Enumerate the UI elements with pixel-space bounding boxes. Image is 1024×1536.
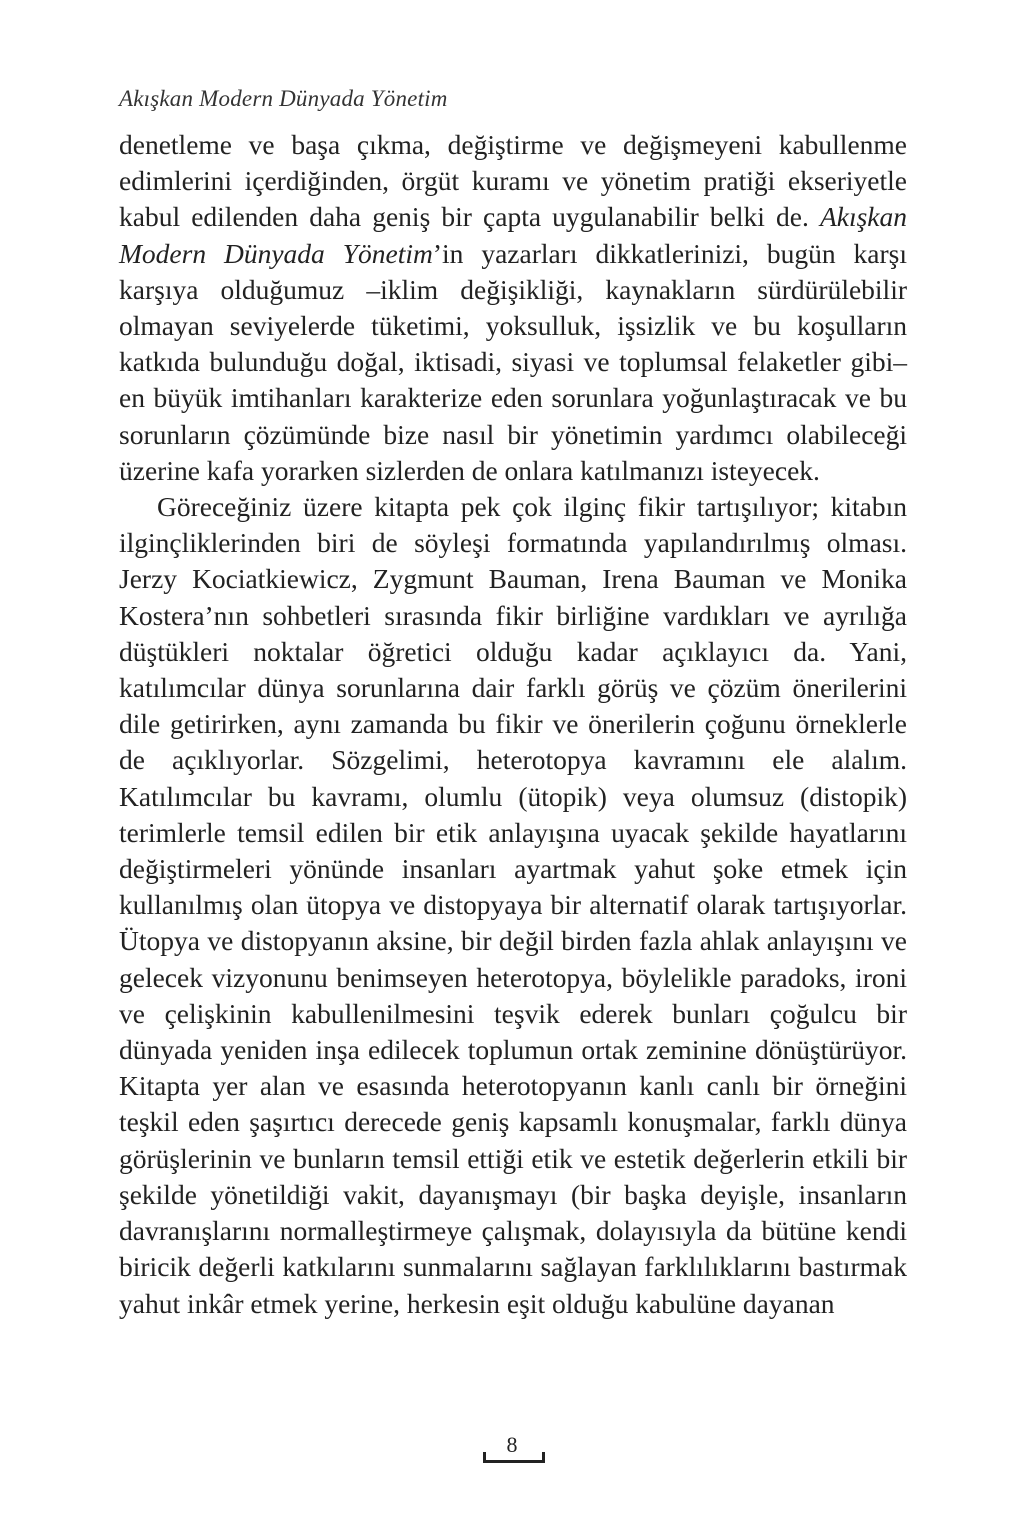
folio xyxy=(0,1432,1024,1460)
body-text xyxy=(119,127,907,1322)
paragraph-2: Göreceğiniz üzere kitapta pek çok ilginç fikir tartışılıyor; kitabın ilginçliklerinden biri de söyleşi formatında yapılandırılmış olması. Jerzy Kociatkiewicz, Zygmunt Bauman, Irena Bauman ve Monika Kostera’nın sohbetleri sırasında fikir birliğine vardıkları ve ayrılığa düştükleri noktalar öğretici olduğu kadar açıklayıcı da. Yani, katılımcılar dünya sorunlarına dair farklı görüş ve çözüm önerilerini dile getirirken, aynı zamanda bu fikir ve önerilerin çoğunu örneklerle de açıklıyorlar. Sözgelimi, heterotopya kavramını ele alalım. Katılımcılar bu kavramı, olumlu (ütopik) veya olumsuz (distopik) terimlerle temsil edilen bir etik anlayışına uyacak şekilde hayatlarını değiştirmeleri yönünde insanları ayartmak yahut şoke etmek için kullanılmış olan ütopya ve distopyaya bir alternatif olarak tartışıyorlar. Ütopya ve distopyanın aksine, bir değil birden fazla ahlak anlayışını ve gelecek vizyonunu benimseyen heterotopya, böylelikle paradoks, ironi ve çelişkinin kabullenilmesini teşvik ederek bunları çoğulcu bir dünyada yeniden inşa edilecek toplumun ortak zeminine dönüştürüyor. Kitapta yer alan ve esasında heterotopyanın kanlı canlı bir örneğini teşkil eden şaşırtıcı derecede geniş kapsamlı konuşmalar, farklı dünya görüşlerinin ve bunların temsil ettiği etik ve estetik değerlerin etkili bir şekilde yönetildiği vakit, dayanışmayı (bir başka deyişle, insanların davranışlarını normalleştirmeye çalışmak, dolayısıyla da bütüne kendi biricik değerli katkılarını sunmalarını sağlayan farklılıklarını bastırmak yahut inkâr etmek yerine, herkesin eşit olduğu kabulüne dayanan xyxy=(119,491,907,1319)
book-title-italic: Akışkan Modern Dünyada Yönetim xyxy=(119,201,907,269)
folio-rule-right-tick xyxy=(542,1452,545,1463)
paragraph-1-part-2: ’in yazarları dikkatlerinizi, bugün karşı karşıya olduğumuz –iklim değişikliği, kaynakların sürdürülebilir olmayan seviyelerde tüketimi, yoksulluk, işsizlik ve bu koşulların katkıda bulunduğu doğal, iktisadi, siyasi ve toplumsal felaketler gibi– en büyük imtihanları karakterize eden sorunlara yoğunlaştıracak ve bu sorunların çözümünde bize nasıl bir yönetimin yardımcı olabileceği üzerine kafa yorarken sizlerden de onlara katılmanızı isteyecek. xyxy=(119,237,907,486)
paragraph-1-part-1: denetleme ve başa çıkma, değiştirme ve değişmeyeni kabullenme edimlerini içerdiğinden, örgüt kuramı ve yönetim pratiği ekseriyetle kabul edilenden daha geniş bir çapta uygulanabilir belki de. xyxy=(119,129,907,233)
paragraph-1 xyxy=(119,127,907,489)
running-head: Akışkan Modern Dünyada Yönetim xyxy=(119,86,448,111)
folio-rule-left-tick xyxy=(483,1452,486,1463)
folio-rule xyxy=(483,1460,545,1463)
page-number: 8 xyxy=(506,1432,518,1457)
